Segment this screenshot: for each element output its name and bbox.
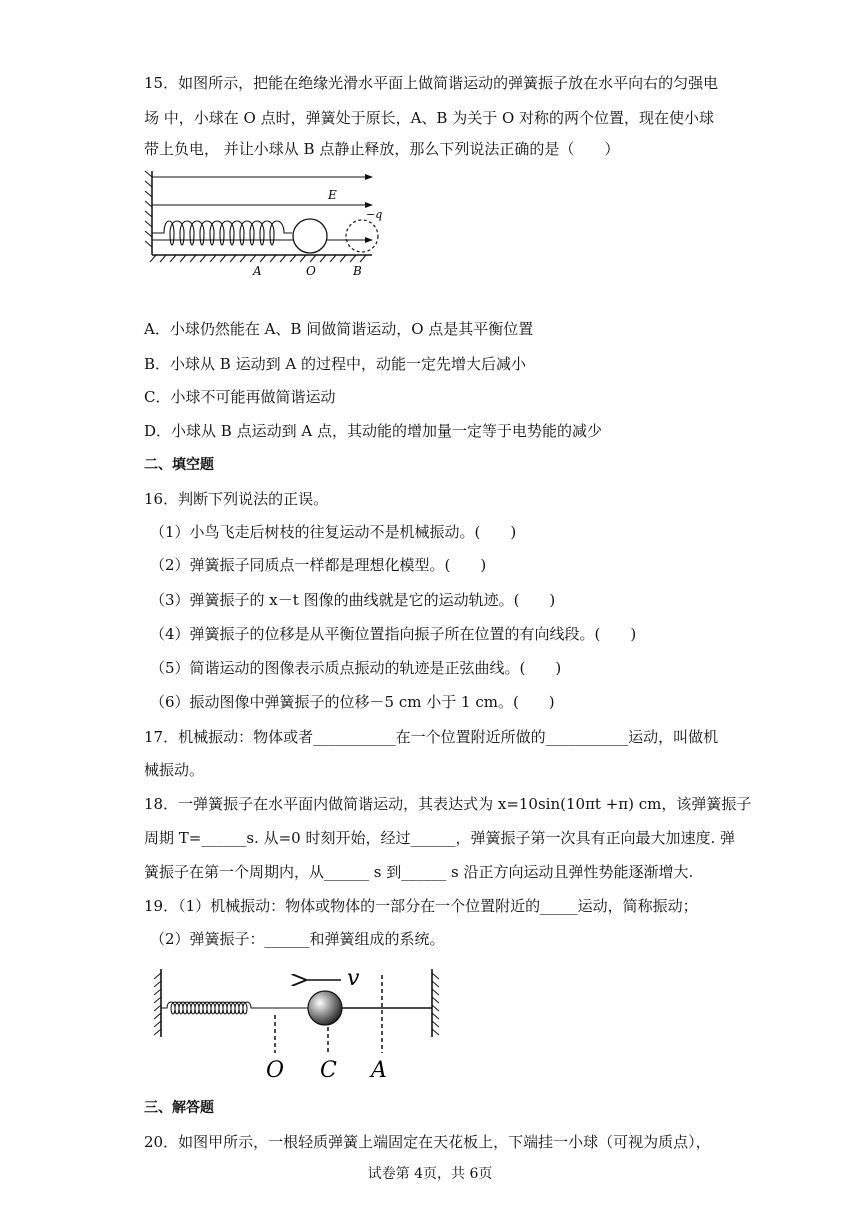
figure-spring-oscillator-walls bbox=[145, 965, 445, 1083]
q15-line-1: 15．如图所示，把能在绝缘光滑水平面上做简谐运动的弹簧振子放在水平向右的匀强电 bbox=[144, 74, 719, 92]
q15-option-b: B．小球从 B 运动到 A 的过程中，动能一定先增大后减小 bbox=[144, 355, 526, 373]
q19-line-2: （2）弹簧振子：______和弹簧组成的系统。 bbox=[150, 930, 445, 948]
point-label-a: A bbox=[371, 1058, 387, 1083]
q15-option-d: D．小球从 B 点运动到 A 点，其动能的增加量一定等于电势能的减少 bbox=[144, 422, 602, 440]
q16-stem: 16．判断下列说法的正误。 bbox=[144, 490, 329, 508]
point-label-c: C bbox=[320, 1058, 337, 1083]
velocity-label: v bbox=[347, 966, 360, 991]
q16-item-2: （2）弹簧振子同质点一样都是理想化模型。( ) bbox=[150, 556, 487, 574]
field-label-e: E bbox=[328, 188, 337, 202]
q15-option-c: C．小球不可能再做简谐运动 bbox=[144, 388, 336, 406]
q20-line-1: 20．如图甲所示，一根轻质弹簧上端固定在天花板上，下端挂一小球（可视为质点）， bbox=[144, 1133, 711, 1151]
q17-line-2: 械振动。 bbox=[144, 761, 205, 779]
section-heading-answer: 三、解答题 bbox=[144, 1100, 214, 1116]
q16-item-6: （6）振动图像中弹簧振子的位移－5 cm 小于 1 cm。( ) bbox=[150, 693, 555, 711]
q18-line-3: 簧振子在第一个周期内，从______ s 到______ s 沿正方向运动且弹性势能逐渐增大. bbox=[144, 863, 694, 881]
point-label-a: A bbox=[253, 264, 262, 278]
q15-option-a: A．小球仍然能在 A、B 间做简谐运动，O 点是其平衡位置 bbox=[144, 320, 534, 338]
q16-item-4: （4）弹簧振子的位移是从平衡位置指向振子所在位置的有向线段。( ) bbox=[150, 625, 637, 643]
q19-line-1: 19．（1）机械振动：物体或物体的一部分在一个位置附近的_____运动，简称振动； bbox=[144, 897, 698, 915]
figure-spring-electric-field bbox=[140, 165, 383, 280]
charge-label: −q bbox=[366, 208, 383, 221]
q18-line-2: 周期 T=______s. 从=0 时刻开始，经过______，弹簧振子第一次具有正向最大加速度. 弹 bbox=[144, 829, 735, 847]
section-heading-fill-in: 二、填空题 bbox=[144, 457, 214, 473]
point-label-b: B bbox=[353, 264, 362, 278]
q17-line-1: 17．机械振动：物体或者___________在一个位置附近所做的___________运动，叫做机 bbox=[144, 728, 719, 746]
q15-line-2: 场 中，小球在 O 点时，弹簧处于原长，A、B 为关于 O 对称的两个位置，现在使小球 bbox=[144, 109, 715, 127]
q16-item-5: （5）简谐运动的图像表示质点振动的轨迹是正弦曲线。( ) bbox=[150, 659, 562, 677]
q16-item-1: （1）小鸟飞走后树枝的往复运动不是机械振动。( ) bbox=[150, 523, 517, 541]
point-label-o: O bbox=[266, 1058, 285, 1083]
q16-item-3: （3）弹簧振子的 x－t 图像的曲线就是它的运动轨迹。( ) bbox=[150, 591, 556, 609]
point-label-o: O bbox=[306, 264, 316, 278]
page-footer: 试卷第 4页，共 6页 bbox=[367, 1166, 493, 1182]
q18-line-1: 18．一弹簧振子在水平面内做简谐运动，其表达式为 x=10sin(10πt +π) cm，该弹簧振子 bbox=[144, 795, 752, 813]
q15-line-3: 带上负电， 并让小球从 B 点静止释放，那么下列说法正确的是（ ） bbox=[144, 140, 620, 158]
